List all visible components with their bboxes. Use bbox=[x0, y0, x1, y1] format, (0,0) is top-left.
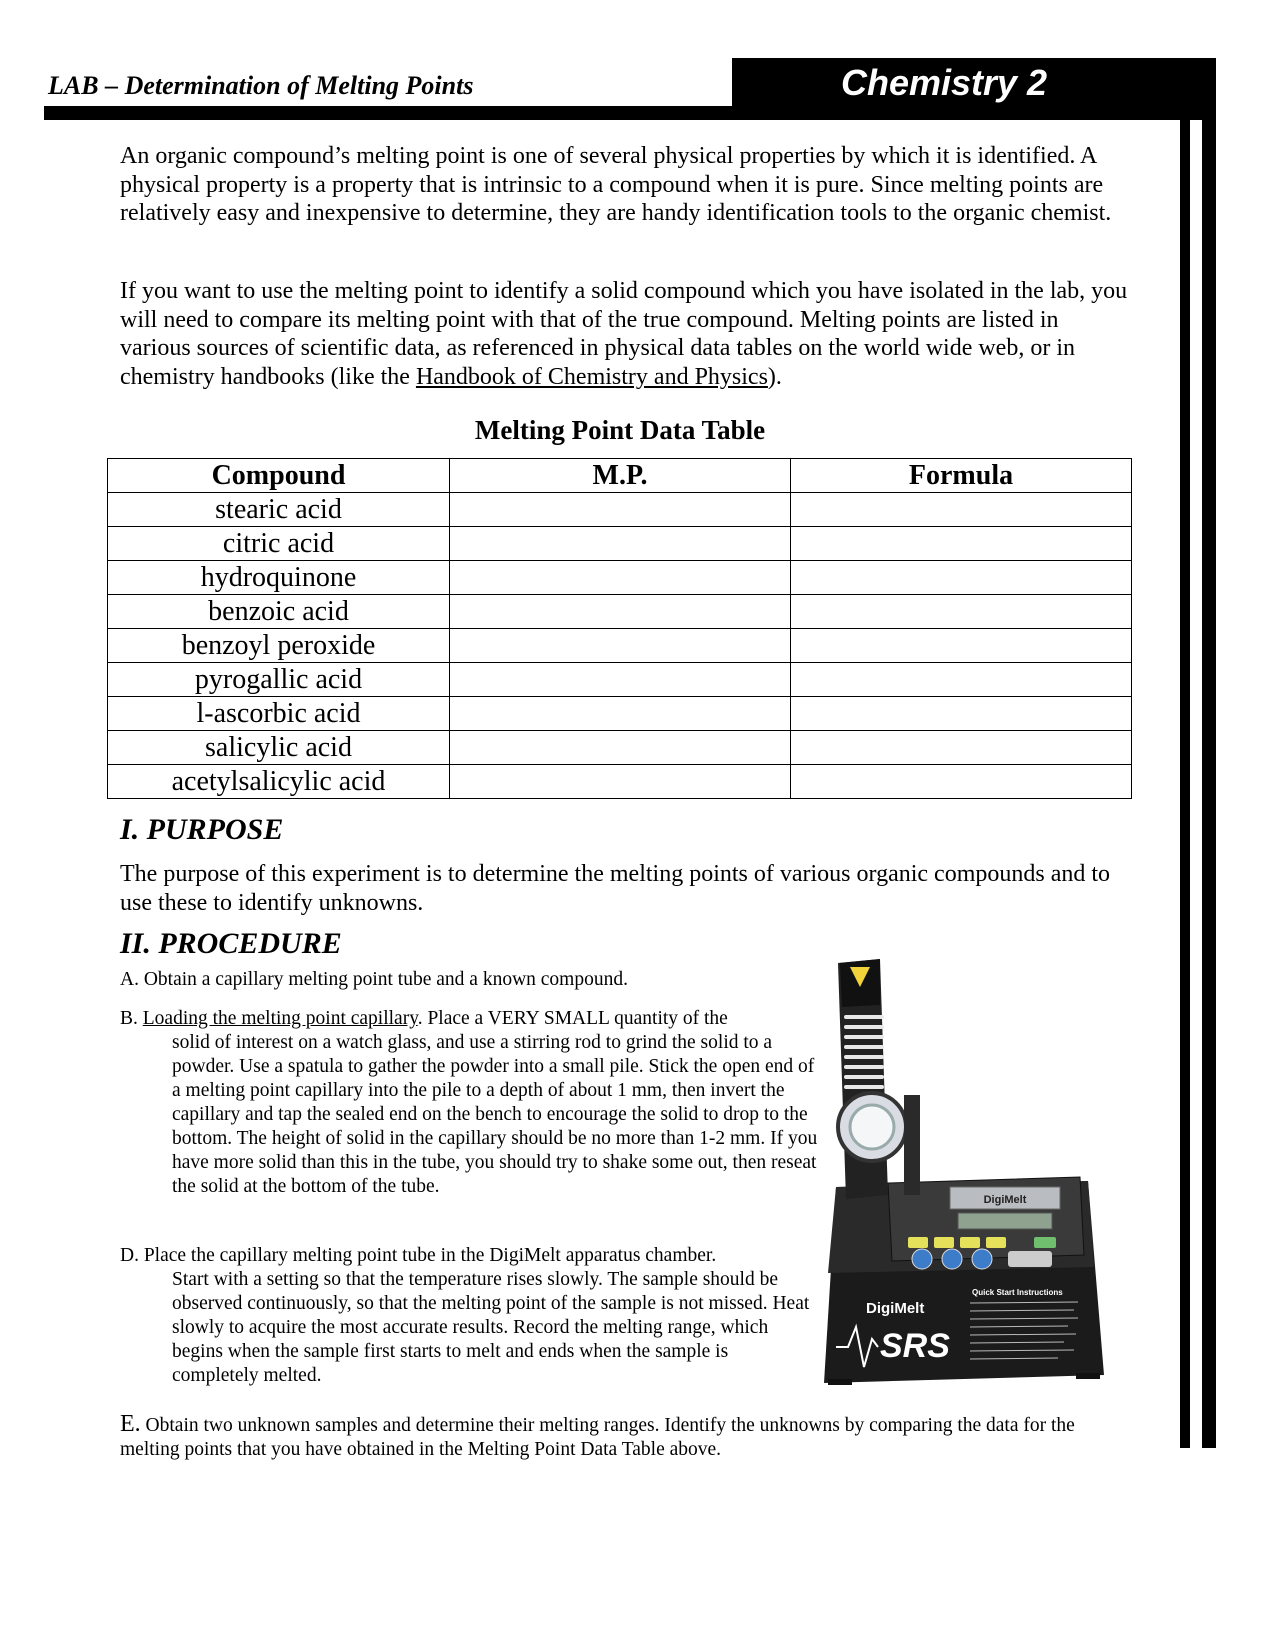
compound-cell: hydroquinone bbox=[108, 561, 450, 595]
step-e-marker: E. bbox=[120, 1411, 141, 1437]
digimelt-apparatus-image bbox=[818, 955, 1110, 1415]
mp-cell[interactable] bbox=[450, 731, 791, 765]
formula-cell[interactable] bbox=[791, 527, 1132, 561]
procedure-heading: II. PROCEDURE bbox=[120, 927, 342, 960]
compound-cell: acetylsalicylic acid bbox=[108, 765, 450, 799]
purpose-heading: I. PURPOSE bbox=[120, 813, 284, 846]
step-b-marker: B. bbox=[120, 1008, 143, 1029]
srs-logo-text: SRS bbox=[880, 1327, 950, 1365]
formula-cell[interactable] bbox=[791, 493, 1132, 527]
intro-paragraph-2 bbox=[120, 277, 1130, 391]
step-e-body: Obtain two unknown samples and determine their melting ranges. Identify the unknowns by comparing the data for the melting points that you have obtained in the Melting Point Data Table above. bbox=[120, 1415, 1075, 1460]
formula-cell[interactable] bbox=[791, 663, 1132, 697]
formula-cell[interactable] bbox=[791, 697, 1132, 731]
header-formula: Formula bbox=[791, 459, 1132, 493]
formula-cell[interactable] bbox=[791, 765, 1132, 799]
step-a: A. Obtain a capillary melting point tube and a known compound. bbox=[120, 969, 628, 990]
table-row bbox=[108, 663, 1132, 697]
mp-cell[interactable] bbox=[450, 595, 791, 629]
compound-cell: stearic acid bbox=[108, 493, 450, 527]
table-title: Melting Point Data Table bbox=[474, 415, 766, 445]
step-d-line1: D. Place the capillary melting point tube in the DigiMelt apparatus chamber. bbox=[120, 1245, 717, 1266]
lab-title: LAB – Determination of Melting Points bbox=[48, 71, 474, 100]
device-screen-label: DigiMelt bbox=[983, 1194, 1027, 1206]
table-row bbox=[108, 561, 1132, 595]
mp-cell[interactable] bbox=[450, 629, 791, 663]
mp-cell[interactable] bbox=[450, 493, 791, 527]
compound-cell: benzoic acid bbox=[108, 595, 450, 629]
intro-paragraph-1: An organic compound’s melting point is one of several physical properties by which it is identified. A physical property is a property that is intrinsic to a compound when it is pure. Since melting points are relatively easy and inexpensive to determine, they are handy identification tools to the organic chemist. bbox=[120, 143, 1112, 226]
formula-cell[interactable] bbox=[791, 595, 1132, 629]
device-instructions-title: Quick Start Instructions bbox=[972, 1288, 1063, 1297]
step-b bbox=[120, 1007, 820, 1199]
step-d-body: Start with a setting so that the temperature rises slowly. The sample should be observed continuously, so that the melting point of the sample is not missed. Heat slowly to acquire the most accurate results. Record the melting range, which begins when the sample first starts to melt and ends when the sample is completely melted. bbox=[172, 1269, 810, 1386]
intro-p2-text: If you want to use the melting point to identify a solid compound which you have isolated in the lab, you will need to compare its melting point with that of the true compound. Melting points are listed in various sources of scientific data, as referenced in physical data tables on the world wide web, or in chemistry handbooks (like the bbox=[120, 278, 1128, 390]
table-row bbox=[108, 731, 1132, 765]
compound-cell: citric acid bbox=[108, 527, 450, 561]
formula-cell[interactable] bbox=[791, 731, 1132, 765]
table-header-row bbox=[108, 459, 1132, 493]
margin-bar-right bbox=[1202, 116, 1216, 1448]
handbook-reference: Handbook of Chemistry and Physics bbox=[415, 363, 768, 390]
mp-cell[interactable] bbox=[450, 697, 791, 731]
step-b-line1: . Place a VERY SMALL quantity of the bbox=[417, 1008, 728, 1029]
device-brand-label: DigiMelt bbox=[866, 1300, 925, 1317]
course-banner: Chemistry 2 bbox=[732, 58, 1216, 110]
mp-cell[interactable] bbox=[450, 527, 791, 561]
table-row bbox=[108, 697, 1132, 731]
header-compound: Compound bbox=[108, 459, 450, 493]
formula-cell[interactable] bbox=[791, 561, 1132, 595]
table-row bbox=[108, 629, 1132, 663]
intro-p2-end: ). bbox=[767, 363, 782, 390]
formula-cell[interactable] bbox=[791, 629, 1132, 663]
compound-cell: salicylic acid bbox=[108, 731, 450, 765]
step-b-body: solid of interest on a watch glass, and use a stirring rod to grind the solid to a powder. Use a spatula to gather the powder into a small pile. Stick the open end of a melting point capillary into the pile to a depth of about 1 mm, then invert the capillary and tap the sealed end on the bench to encourage the solid to drop to the bottom. The height of solid in the capillary should be no more than 1-2 mm. If you have more solid than this in the tube, you should try to shake some out, then reseat the solid at the bottom of the tube. bbox=[172, 1032, 818, 1197]
step-d bbox=[120, 1244, 810, 1388]
step-e bbox=[120, 1412, 1110, 1462]
compound-cell: benzoyl peroxide bbox=[108, 629, 450, 663]
table-row bbox=[108, 493, 1132, 527]
compound-cell: pyrogallic acid bbox=[108, 663, 450, 697]
header-rule bbox=[44, 106, 1216, 120]
table-row bbox=[108, 527, 1132, 561]
table-row bbox=[108, 765, 1132, 799]
header-mp: M.P. bbox=[450, 459, 791, 493]
table-row bbox=[108, 595, 1132, 629]
mp-cell[interactable] bbox=[450, 561, 791, 595]
compound-cell: l-ascorbic acid bbox=[108, 697, 450, 731]
margin-bar-left bbox=[1180, 116, 1190, 1448]
mp-cell[interactable] bbox=[450, 663, 791, 697]
melting-point-table bbox=[107, 458, 1132, 799]
purpose-text: The purpose of this experiment is to determine the melting points of various organic compounds and to use these to identify unknowns. bbox=[120, 861, 1111, 916]
step-b-title: Loading the melting point capillary bbox=[142, 1008, 418, 1029]
mp-cell[interactable] bbox=[450, 765, 791, 799]
